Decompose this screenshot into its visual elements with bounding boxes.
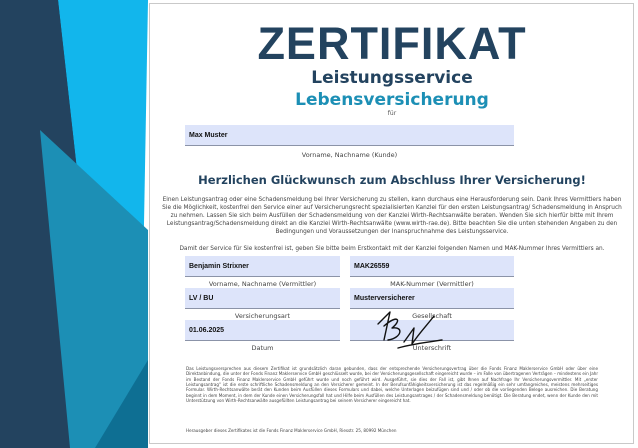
signature-label: Unterschrift <box>412 344 452 352</box>
certificate-subtitle-service: Leistungsservice <box>311 68 473 88</box>
certificate-title: ZERTIFIKAT <box>257 18 527 69</box>
date-label: Datum <box>251 344 274 352</box>
certificate-subtitle-insurance: Lebensversicherung <box>295 90 489 110</box>
contact-note: Damit der Service für Sie kostenfrei ist, geben Sie bitte beim Erstkontakt mit der Kanzlei folgenden Namen und MAK-Nummer Ihres Vermittlers an. <box>179 246 605 252</box>
agent-name-field[interactable]: Benjamin Strixner <box>185 256 340 277</box>
insurance-type-label: Versicherungsart <box>234 312 291 320</box>
mak-number-label: MAK-Nummer (Vermittler) <box>390 280 474 288</box>
agent-name-label: Vorname, Nachname (Vermittler) <box>208 280 317 288</box>
mak-number-field[interactable]: MAK26559 <box>350 256 514 277</box>
handwritten-signature <box>368 304 448 350</box>
company-label: Gesellschaft <box>412 312 452 320</box>
publisher-footer: Herausgeber dieses Zertifikates ist die Fonds Finanz Maklerservice GmbH, Riesstr. 25, 80992 München <box>186 428 397 433</box>
date-field[interactable]: 01.06.2025 <box>185 320 340 341</box>
intro-paragraph: Einen Leistungsantrag oder eine Schadensmeldung bei Ihrer Versicherung zu stellen, kann durchaus eine Herausforderung sein. Dank Ihres Vermittlers haben Sie die Möglichkeit, kostenfrei den Service einer auf Versicherungsrecht spezialisierten Kanzlei für den ersten Leistungsantrag/ Schadensmeldung in Anspruch zu nehmen. Lassen Sie sich beim Ausfüllen der Schadensmeldung von der Kanzlei Wirth-Rechtsanwälte beraten. Wenden Sie sich hierfür bitte mit Ihrem Leistungsantrag/Schadensmeldung direkt an die Kanzlei Wirth-Rechtsanwälte (www.wirth-rae.de). Bitte beachten Sie die unten stehenden Angaben zu den Bedingungen und Voraussetzungen der Inanspruchnahme des Leistungsservice. <box>162 197 622 235</box>
for-label: für <box>387 110 397 117</box>
fine-print: Das Leistungsversprechen aus diesem Zertifikat ist grundsätzlich daran gebunden, dass der entsprechende Versicherungsvertrag über die Fonds Finanz Maklerservice GmbH oder über eine Direktanbindung, die unter der Fonds Finanz Maklerservice GmbH geschlüsselt wurde, bei der Versicherungsgesellschaft eingereicht wurde – im Falle von übertragenen Verträgen – mindestens ein Jahr im Bestand der Fonds Finanz Maklerservice GmbH geführt wurde und noch geführt wird. Ausgeführt, sie dies der Fall ist, gibt Ihnen auf Nachfrage Ihr Versicherungsvermittler. Mit „erster Leistungsantrag“ ist die erste schriftliche Schadensmeldung an den Versicherer gemeint. In der Berufsunfähigkeitsversicherung ist das regelmäßig ein sehr umfangreiches, meistens mehrseitiges Formular. Wirth-Rechtsanwälte berät den Kunden beim Ausfüllen dieses Formulars und dabei, welche Unterlagen beizufügen sind und / oder ob die vorliegenden Belege ausreichen. Die Beratung beginnt in dem Moment, in dem der Kunde einen Versicherungsfall hat und Hilfe beim Ausfüllen des Leistungsantrages / der Schadensmeldung benötigt. Die Beratung endet, wenn der Kunde den mit Unterstützung von Wirth-Rechtsanwälte ausgefüllten Leistungsantrag bei seinem Versicherer eingereicht hat. <box>186 366 598 404</box>
certificate-content <box>150 0 634 448</box>
customer-name-field[interactable]: Max Muster <box>185 125 514 146</box>
insurance-type-field[interactable]: LV / BU <box>185 288 340 309</box>
customer-name-label: Vorname, Nachname (Kunde) <box>301 151 398 159</box>
company-field[interactable]: Musterversicherer <box>350 288 514 309</box>
congratulations-headline: Herzlichen Glückwunsch zum Abschluss Ihrer Versicherung! <box>198 173 586 187</box>
